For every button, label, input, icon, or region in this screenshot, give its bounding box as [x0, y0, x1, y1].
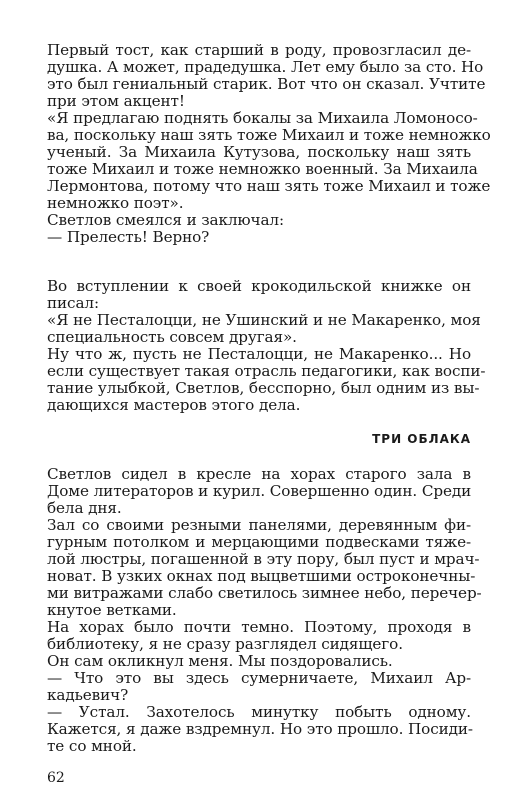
text-line: Лермонтова, потому что наш зять тоже Михаил и тоже [47, 177, 491, 195]
text-line: душка. А может, прадедушка. Лет ему было за сто. Но [47, 58, 484, 76]
text-line: новат. В узких окнах под выцветшими остроконечны- [47, 567, 476, 585]
text-line: дающихся мастеров этого дела. [47, 396, 301, 414]
text-line: — Что это вы здесь сумерничаете, Михаил Ар- [47, 669, 471, 687]
text-line: немножко поэт». [47, 194, 184, 212]
text-line: Доме литераторов и курил. Совершенно один. Среди [47, 482, 472, 500]
text-line: ученый. За Михаила Кутузова, поскольку наш зять [47, 143, 471, 161]
text-line: кадьевич? [47, 686, 129, 704]
text-line: Светлов смеялся и заключал: [47, 211, 284, 229]
page-number: 62 [47, 770, 65, 786]
text-line: те со мной. [47, 737, 137, 755]
text-line: писал: [47, 294, 99, 312]
text-line: Первый тост, как старший в роду, провозгласил де- [47, 41, 471, 59]
text-line: если существует такая отрасль педагогики, как воспи- [47, 362, 486, 380]
text-line: тоже Михаил и тоже немножко военный. За Михаила [47, 160, 478, 178]
text-line: На хорах было почти темно. Поэтому, проходя в [47, 618, 471, 636]
text-line: бела дня. [47, 499, 122, 517]
text-line: Светлов сидел в кресле на хорах старого зала в [47, 465, 471, 483]
text-line: тание улыбкой, Светлов, бесспорно, был одним из вы- [47, 379, 480, 397]
text-line: Он сам окликнул меня. Мы поздоровались. [47, 652, 393, 670]
text-line: Кажется, я даже вздремнул. Но это прошло. Посиди- [47, 720, 473, 738]
text-line: — Устал. Захотелось минутку побыть одному. [47, 703, 471, 721]
text-line: ми витражами слабо светилось зимнее небо, перечер- [47, 584, 482, 602]
text-line: лой люстры, погашенной в эту пору, был пуст и мрач- [47, 550, 480, 568]
text-line: Зал со своими резными панелями, деревянным фи- [47, 516, 471, 534]
text-line: Ну что ж, пусть не Песталоцци, не Макаренко... Но [47, 345, 471, 363]
text-line: специальность совсем другая». [47, 328, 297, 346]
text-line: Во вступлении к своей крокодильской книжке он [47, 277, 471, 295]
text-line: — Прелесть! Верно? [47, 228, 210, 246]
text-line: кнутое ветками. [47, 601, 177, 619]
text-line: гурным потолком и мерцающими подвесками тяже- [47, 533, 471, 551]
text-line: это был гениальный старик. Вот что он сказал. Учтите [47, 75, 486, 93]
text-line: библиотеку, я не сразу разглядел сидящего. [47, 635, 403, 653]
section-heading: ТРИ ОБЛАКА [372, 432, 471, 446]
text-line: «Я предлагаю поднять бокалы за Михаила Ломоносо- [47, 109, 478, 127]
text-line: при этом акцент! [47, 92, 185, 110]
text-line: ва, поскольку наш зять тоже Михаил и тоже немножко [47, 126, 491, 144]
text-line: «Я не Песталоцци, не Ушинский и не Макаренко, моя [47, 311, 481, 329]
